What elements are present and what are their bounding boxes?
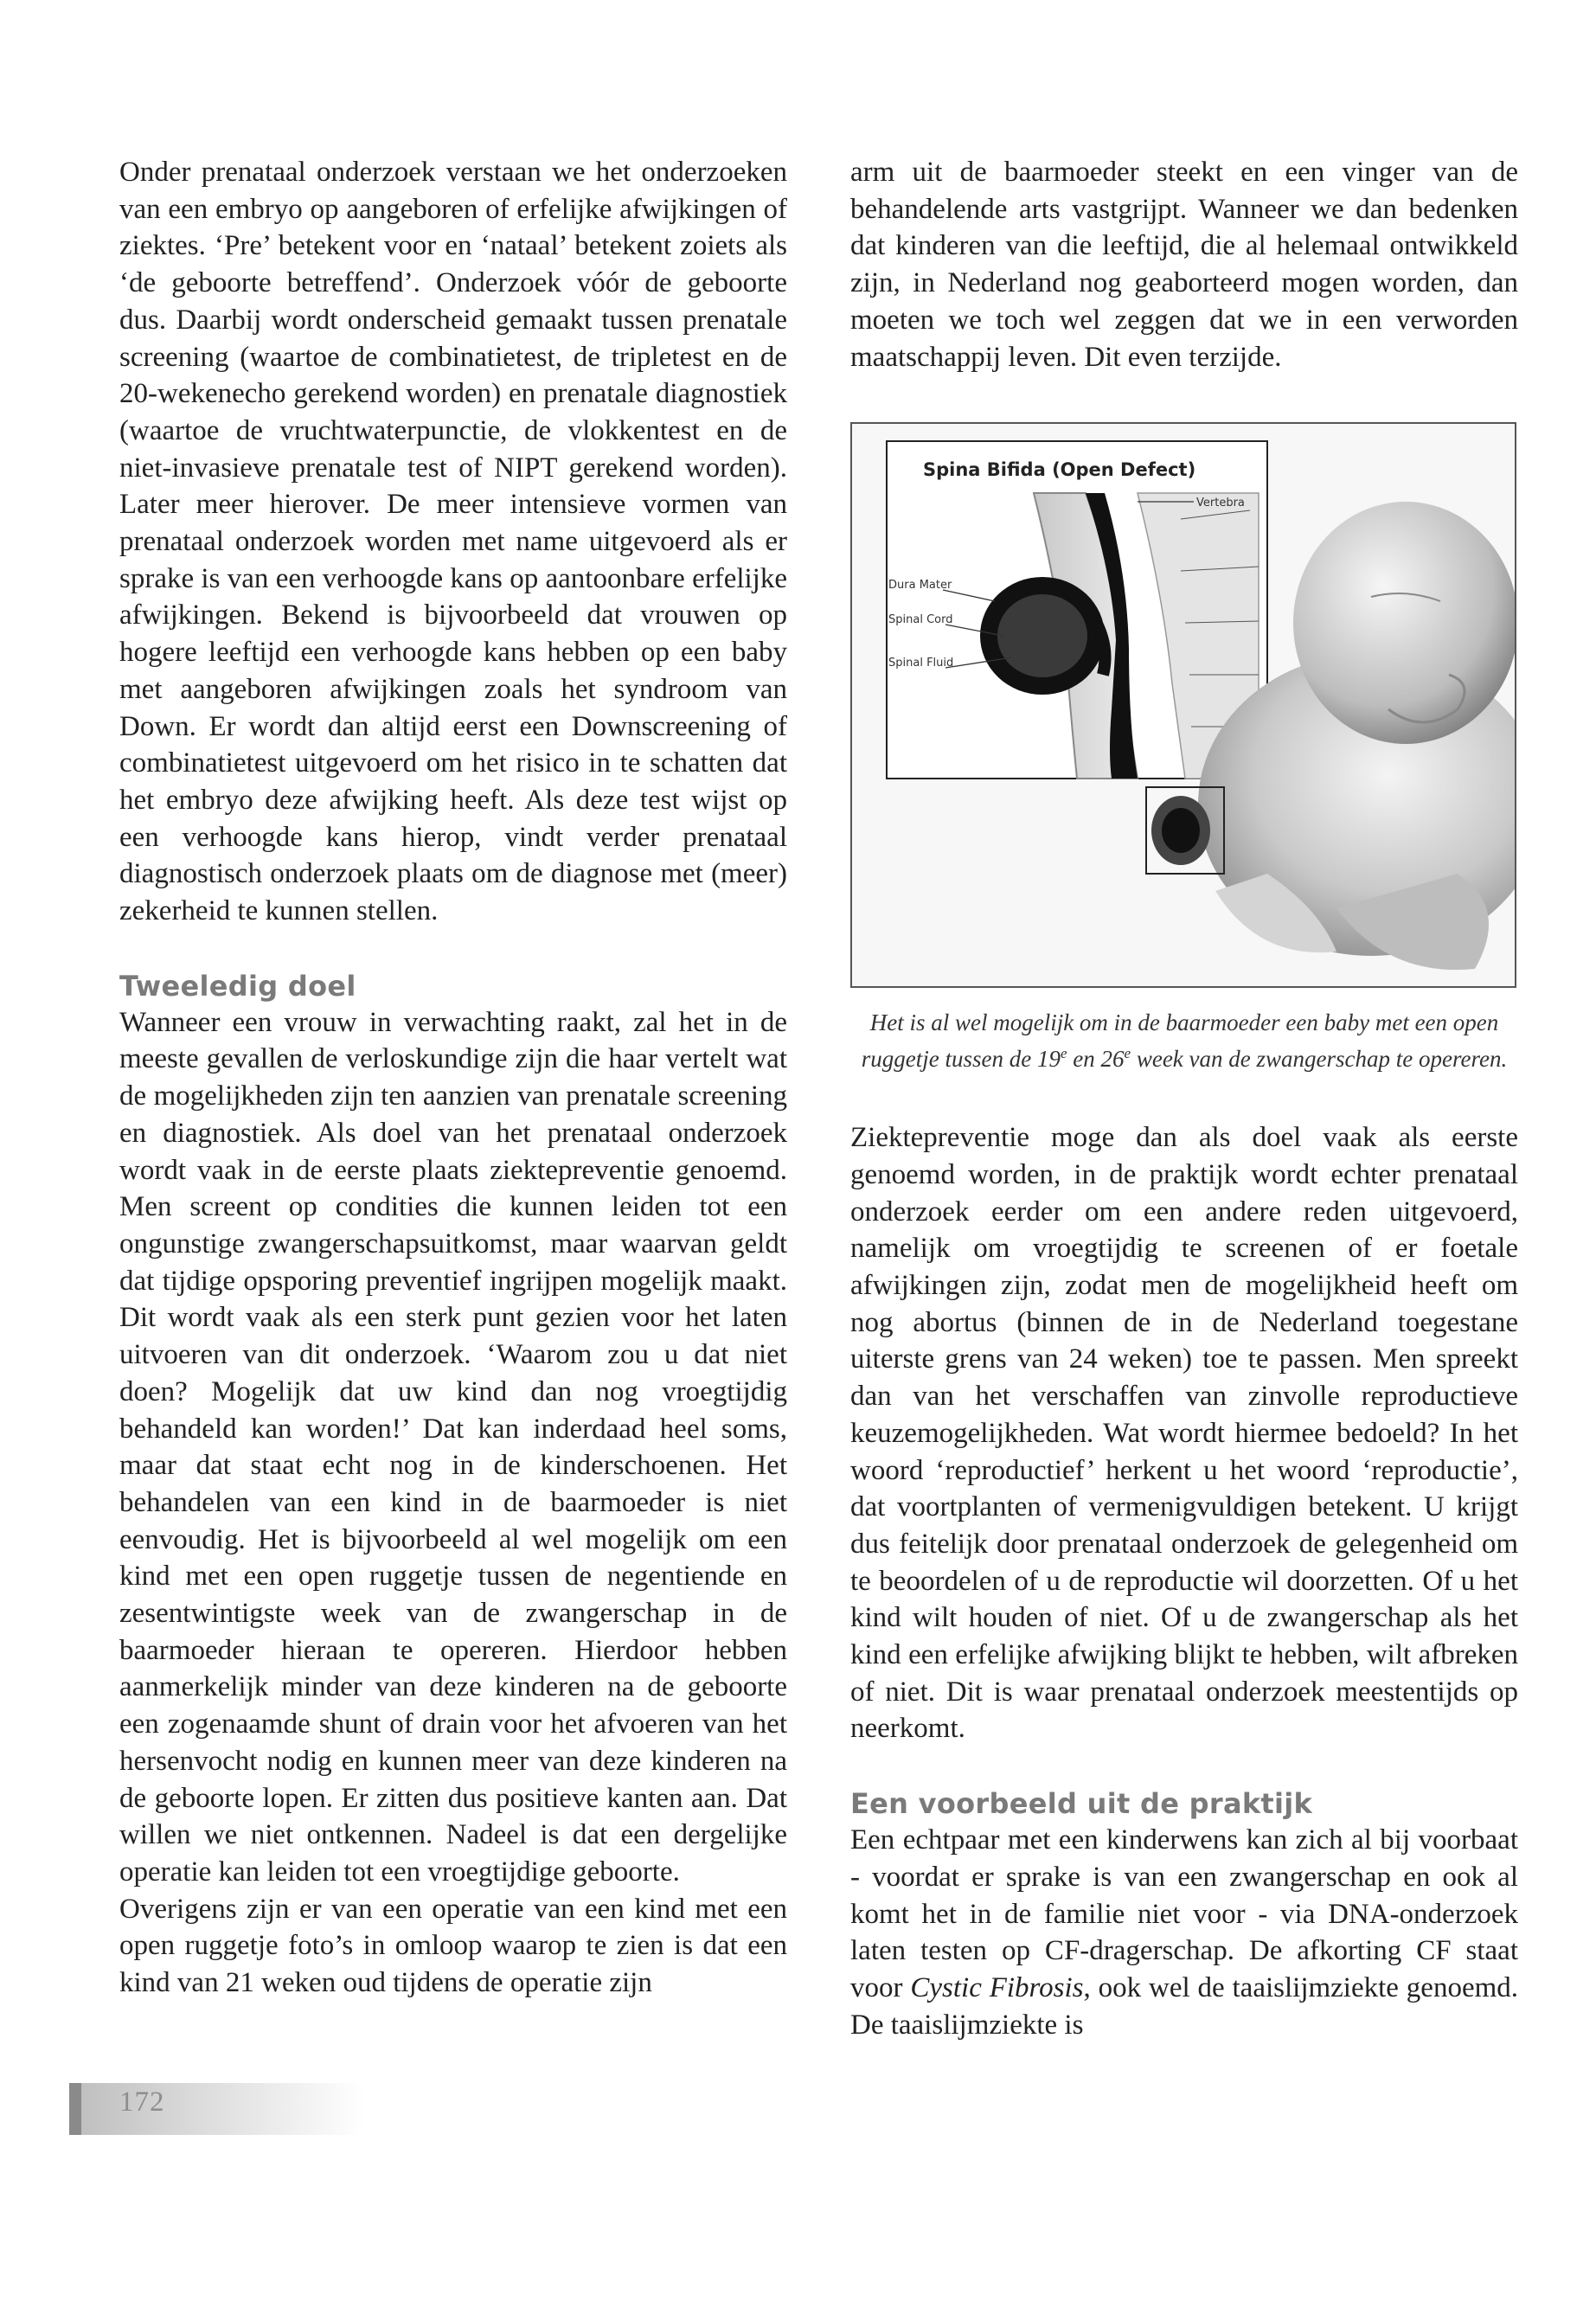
spina-bifida-illustration: [852, 424, 1515, 986]
label-dura-mater: Dura Mater: [888, 579, 952, 593]
page-number: 172: [119, 2086, 165, 2118]
tweeledig-doel-paragraph: Wanneer een vrouw in verwachting raakt, zal het in de meeste gevallen de verloskundige zijn die haar vertelt wat de mogelijkheden zijn ten aanzien van prenatale screening en diagnostiek. Als doel van het prenataal onderzoek wordt vaak in de eerste plaats ziektepreventie genoemd. Men screent op condities die kunnen leiden tot een ongunstige zwangerschapsuitkomst, maar waarvan geldt dat tijdige opsporing preventief ingrijpen mogelijk maakt. Dit wordt vaak als een sterk punt gezien voor het laten uitvoeren van dit onderzoek. ‘Waarom zou u dat niet doen? Mogelijk dat uw kind dan nog vroegtijdig behandeld kan worden!’ Dat kan inderdaad heel soms, maar dat staat echt nog in de kinderschoenen. Het behandelen van een kind in de baarmoeder is niet eenvoudig. Het is bijvoorbeeld al wel mogelijk om een kind met een open ruggetje tussen de negentiende en zesentwintigste week van de zwangerschap in de baarmoeder hieraan te opereren. Hierdoor hebben aanmerkelijk minder van deze kinderen na de geboorte een zogenaamde shunt of drain voor het afvoeren van het hersenvocht nodig en kunnen meer van deze kinderen na de geboorte lopen. Er zitten dus positieve kanten aan. Dat willen we niet ontkennen. Nadeel is dat een dergelijke operatie kan leiden tot een vroegtijdige geboorte.: [119, 1006, 787, 1888]
left-column: [119, 154, 787, 2002]
cross-section-inset: [887, 441, 1267, 779]
ziektepreventie-paragraph: Ziektepreventie moge dan als doel vaak als eerste genoemd worden, in de praktijk wordt echter prenataal onderzoek eerder om een andere reden uitgevoerd, namelijk om vroegtijdig te screenen of er foetale afwijkingen zijn, zodat men de mogelijkheid heeft om nog abortus (binnen de in de Nederland toegestane uiterste grens van 24 weken) toe te passen. Men spreekt dan van het verschaffen van zinvolle reproductieve keuzemogelijkheden. Wat wordt hiermee bedoeld? In het woord ‘reproductief’ herkent u het woord ‘reproductie’, dat voortplanten of vermenigvuldigen betekent. U krijgt dus feitelijk door prenataal onderzoek de gelegenheid om te beoordelen of u de reproductie wil doorzetten. Of u het kind wilt houden of niet. Of u de zwangerschap als het kind een erfelijke afwijking blijkt te hebben, wilt afbreken of niet. Dit is waar prenataal onderzoek meestentijds op neerkomt.: [850, 1122, 1518, 1745]
page-number-strip: [69, 2083, 363, 2135]
figure-caption: Het is al wel mogelijk om in de baarmoeder een baby met een open ruggetje tussen de 19e en 26e week van de zwangerschap te opereren.: [861, 1009, 1508, 1073]
operatie-paragraph: Overigens zijn er van een operatie van een kind met een open ruggetje foto’s in omloop waarop te zien is dat een kind van 21 weken oud tijdens de operatie zijn: [119, 1893, 787, 1999]
continued-paragraph: arm uit de baarmoeder steekt en een vinger van de behandelende arts vastgrijpt. Wanneer we dan bedenken dat kinderen van die leeftijd, die al helemaal ontwikkeld zijn, in Nederland nog geaborteerd mogen worden, dan moeten we toch wel zeggen dat we in een verworden maatschappij leven. Dit even terzijde.: [850, 157, 1518, 373]
spina-bifida-figure: [850, 422, 1516, 988]
figure-title: Spina Bifida (Open Defect): [923, 459, 1196, 481]
section-heading-tweeledig-doel: Tweeledig doel: [119, 969, 356, 1003]
label-spinal-cord: Spinal Cord: [888, 613, 953, 627]
right-column: [850, 154, 1518, 2043]
intro-paragraph: Onder prenataal onderzoek verstaan we het onderzoeken van een embryo op aangeboren of erfelijke afwijkingen of ziektes. ‘Pre’ betekent voor en ‘nataal’ betekent zoiets als ‘de geboorte betreffend’. Onderzoek vóór de geboorte dus. Daarbij wordt onderscheid gemaakt tussen prenatale screening (waartoe de combinatietest, de tripletest en de 20-wekenecho gerekend worden) en prenatale diagnostiek (waartoe de vruchtwaterpunctie, de vlokkentest en de niet-invasieve prenatale test of NIPT gerekend worden). Later meer hierover. De meer intensieve vormen van prenataal onderzoek worden met name uitgevoerd als er sprake is van een verhoogde kans op aantoonbare erfelijke afwijkingen. Bekend is bijvoorbeeld dat vrouwen op hogere leeftijd een verhoogde kans hebben op een baby met aangeboren afwijkingen zoals het syndroom van Down. Er wordt dan altijd eerst een Downscreening of combinatietest uitgevoerd om het risico in te schatten dat het embryo deze afwijking heeft. Als deze test wijst op een verhoogde kans hierop, vindt verder prenataal diagnostisch onderzoek plaats om de diagnose met (meer) zekerheid te kunnen stellen.: [119, 157, 787, 927]
label-spinal-fluid: Spinal Fluid: [888, 657, 954, 670]
voorbeeld-paragraph: Een echtpaar met een kinderwens kan zich al bij voorbaat - voordat er sprake is van een zwangerschap en ook al komt het in de familie niet voor - via DNA-onderzoek laten testen op CF-dragerschap. De afkorting CF staat voor Cystic Fibrosis, ook wel de taaislijmziekte genoemd. De taaislijmziekte is: [850, 1824, 1519, 2041]
section-heading-voorbeeld: Een voorbeeld uit de praktijk: [850, 1787, 1313, 1821]
label-vertebra: Vertebra: [1196, 497, 1245, 510]
page-number-bar: [69, 2083, 81, 2135]
